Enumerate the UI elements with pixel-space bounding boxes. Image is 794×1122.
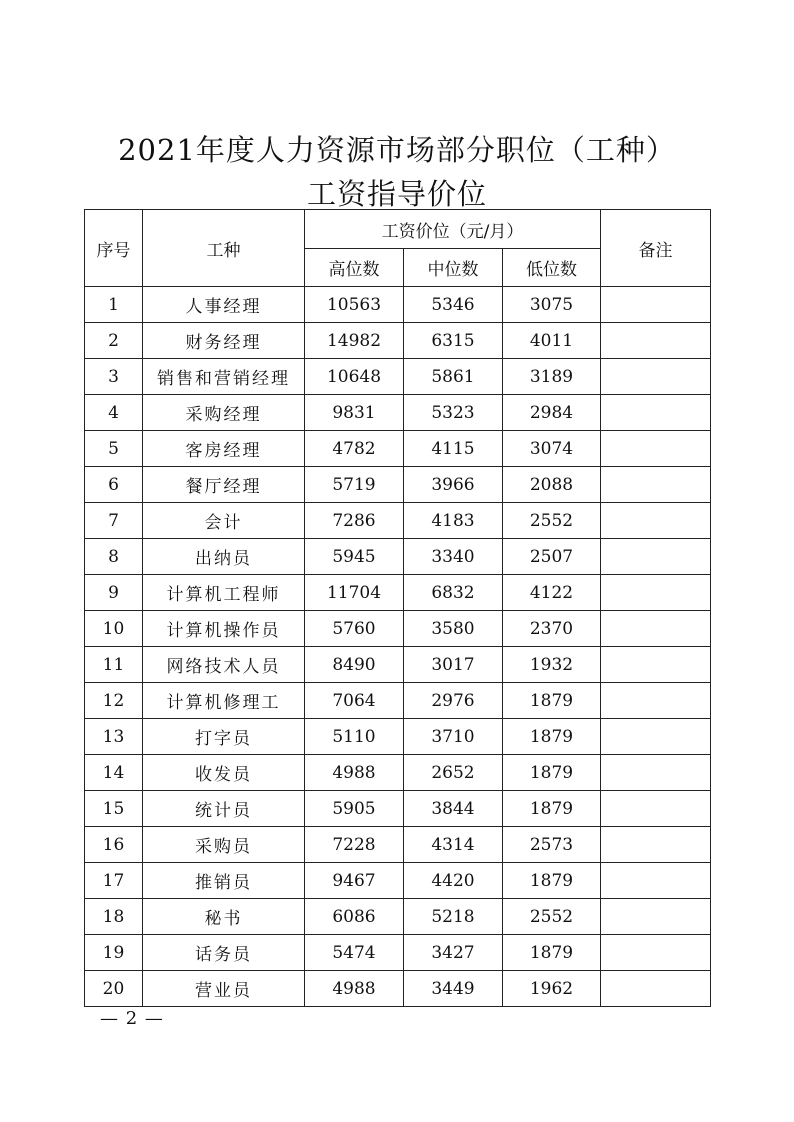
table-row [85,935,711,971]
low-cell: 1932 [503,647,601,683]
seq-cell: 19 [85,935,143,971]
high-cell: 5945 [305,539,404,575]
seq-cell: 15 [85,791,143,827]
job-cell: 计算机修理工 [143,683,305,719]
job-cell: 计算机操作员 [143,611,305,647]
job-cell: 营业员 [143,971,305,1007]
note-cell [601,467,711,503]
job-cell: 网络技术人员 [143,647,305,683]
job-cell: 客房经理 [143,431,305,467]
document-title: 2021年度人力资源市场部分职位（工种） [118,133,676,167]
header-note: 备注 [601,210,711,287]
table-row [85,683,711,719]
seq-cell: 8 [85,539,143,575]
job-cell: 秘书 [143,899,305,935]
job-cell: 收发员 [143,755,305,791]
seq-cell: 9 [85,575,143,611]
job-cell: 会计 [143,503,305,539]
high-cell: 14982 [305,323,404,359]
low-cell: 2088 [503,467,601,503]
low-cell: 2984 [503,395,601,431]
low-cell: 1879 [503,683,601,719]
seq-cell: 5 [85,431,143,467]
job-cell: 推销员 [143,863,305,899]
job-cell: 采购员 [143,827,305,863]
seq-cell: 16 [85,827,143,863]
table-row [85,467,711,503]
seq-cell: 7 [85,503,143,539]
mid-cell: 4115 [404,431,503,467]
job-cell: 餐厅经理 [143,467,305,503]
low-cell: 1962 [503,971,601,1007]
page-number: — 2 — [100,1008,164,1029]
note-cell [601,575,711,611]
high-cell: 9467 [305,863,404,899]
table-row [85,791,711,827]
mid-cell: 4420 [404,863,503,899]
low-cell: 2507 [503,539,601,575]
note-cell [601,503,711,539]
mid-cell: 6832 [404,575,503,611]
seq-cell: 3 [85,359,143,395]
job-cell: 销售和营销经理 [143,359,305,395]
note-cell [601,827,711,863]
low-cell: 1879 [503,755,601,791]
note-cell [601,431,711,467]
table-row [85,863,711,899]
mid-cell: 3340 [404,539,503,575]
low-cell: 1879 [503,791,601,827]
job-cell: 人事经理 [143,287,305,323]
table-row [85,899,711,935]
table-row [85,647,711,683]
low-cell: 3074 [503,431,601,467]
table-row [85,395,711,431]
seq-cell: 17 [85,863,143,899]
note-cell [601,719,711,755]
table-row [85,611,711,647]
note-cell [601,863,711,899]
table-row [85,827,711,863]
high-cell: 7286 [305,503,404,539]
mid-cell: 3427 [404,935,503,971]
low-cell: 4011 [503,323,601,359]
high-cell: 11704 [305,575,404,611]
high-cell: 4988 [305,971,404,1007]
note-cell [601,647,711,683]
seq-cell: 2 [85,323,143,359]
header-low: 低位数 [503,249,601,287]
mid-cell: 4314 [404,827,503,863]
table-row [85,719,711,755]
high-cell: 8490 [305,647,404,683]
mid-cell: 5346 [404,287,503,323]
note-cell [601,971,711,1007]
note-cell [601,539,711,575]
high-cell: 4782 [305,431,404,467]
mid-cell: 3966 [404,467,503,503]
job-cell: 财务经理 [143,323,305,359]
seq-cell: 14 [85,755,143,791]
low-cell: 2552 [503,503,601,539]
document-subtitle: 工资指导价位 [306,177,487,211]
note-cell [601,359,711,395]
seq-cell: 6 [85,467,143,503]
high-cell: 5719 [305,467,404,503]
mid-cell: 5218 [404,899,503,935]
low-cell: 2552 [503,899,601,935]
note-cell [601,323,711,359]
note-cell [601,791,711,827]
low-cell: 3075 [503,287,601,323]
note-cell [601,683,711,719]
table-row [85,503,711,539]
high-cell: 7064 [305,683,404,719]
mid-cell: 2652 [404,755,503,791]
high-cell: 5474 [305,935,404,971]
table-row [85,539,711,575]
seq-cell: 11 [85,647,143,683]
low-cell: 1879 [503,863,601,899]
job-cell: 话务员 [143,935,305,971]
seq-cell: 10 [85,611,143,647]
seq-cell: 13 [85,719,143,755]
note-cell [601,755,711,791]
table-row [85,359,711,395]
header-high: 高位数 [305,249,404,287]
note-cell [601,395,711,431]
high-cell: 6086 [305,899,404,935]
job-cell: 出纳员 [143,539,305,575]
mid-cell: 3017 [404,647,503,683]
low-cell: 3189 [503,359,601,395]
low-cell: 2573 [503,827,601,863]
mid-cell: 5861 [404,359,503,395]
high-cell: 4988 [305,755,404,791]
high-cell: 10648 [305,359,404,395]
mid-cell: 6315 [404,323,503,359]
low-cell: 1879 [503,935,601,971]
high-cell: 5110 [305,719,404,755]
high-cell: 9831 [305,395,404,431]
seq-cell: 12 [85,683,143,719]
mid-cell: 3710 [404,719,503,755]
note-cell [601,287,711,323]
mid-cell: 4183 [404,503,503,539]
high-cell: 5905 [305,791,404,827]
job-cell: 统计员 [143,791,305,827]
mid-cell: 3844 [404,791,503,827]
header-job: 工种 [143,210,305,287]
seq-cell: 1 [85,287,143,323]
header-wage-group: 工资价位（元/月） [305,210,601,249]
note-cell [601,899,711,935]
job-cell: 打字员 [143,719,305,755]
note-cell [601,935,711,971]
high-cell: 10563 [305,287,404,323]
low-cell: 1879 [503,719,601,755]
table-body [85,287,711,1007]
table-row [85,575,711,611]
table-row [85,431,711,467]
mid-cell: 5323 [404,395,503,431]
mid-cell: 3449 [404,971,503,1007]
mid-cell: 2976 [404,683,503,719]
job-cell: 计算机工程师 [143,575,305,611]
wage-table [84,209,711,1007]
table-row [85,971,711,1007]
header-mid: 中位数 [404,249,503,287]
low-cell: 2370 [503,611,601,647]
high-cell: 7228 [305,827,404,863]
table-row [85,287,711,323]
low-cell: 4122 [503,575,601,611]
mid-cell: 3580 [404,611,503,647]
seq-cell: 18 [85,899,143,935]
seq-cell: 4 [85,395,143,431]
header-seq: 序号 [85,210,143,287]
note-cell [601,611,711,647]
table-row [85,755,711,791]
job-cell: 采购经理 [143,395,305,431]
table-row [85,323,711,359]
high-cell: 5760 [305,611,404,647]
seq-cell: 20 [85,971,143,1007]
